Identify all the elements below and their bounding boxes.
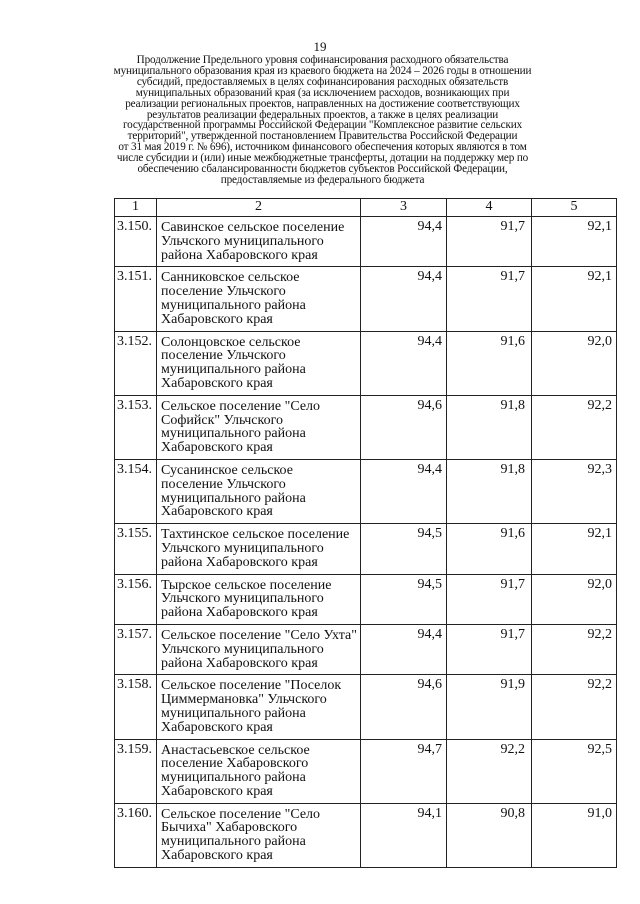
municipality-name: Анастасьевское сельское поселение Хабаровского муниципального района Хабаровского края (157, 739, 361, 803)
column-header: 5 (532, 199, 617, 217)
value-col-3: 94,4 (361, 267, 447, 331)
column-header: 3 (361, 199, 447, 217)
table-row (115, 803, 617, 867)
heading-line: субсидий, предоставляемых в целях софинансирования расходных обязательств (136, 75, 509, 88)
municipality-name: Солонцовское сельское поселение Ульчского муниципального района Хабаровского края (157, 331, 361, 395)
value-col-5: 92,2 (532, 395, 617, 459)
row-number: 3.153. (115, 395, 157, 459)
heading-line: результатов реализации федеральных проектов, а также в целях реализации (146, 108, 499, 121)
municipality-name: Сельское поселение "Село Бычиха" Хабаровского муниципального района Хабаровского края (157, 803, 361, 867)
value-col-4: 91,6 (447, 524, 532, 574)
row-number: 3.151. (115, 267, 157, 331)
table-row (115, 267, 617, 331)
row-number: 3.158. (115, 675, 157, 739)
municipality-name: Тырское сельское поселение Ульчского муниципального района Хабаровского края (157, 574, 361, 624)
value-col-4: 91,7 (447, 624, 532, 674)
table-row (115, 624, 617, 674)
heading-line: государственной программы Российской Федерации "Комплексное развитие сельских (122, 119, 523, 132)
row-number: 3.156. (115, 574, 157, 624)
municipality-name: Сельское поселение "Село Ухта" Ульчского муниципального района Хабаровского края (157, 624, 361, 674)
value-col-5: 92,3 (532, 459, 617, 523)
value-col-3: 94,5 (361, 574, 447, 624)
value-col-5: 92,0 (532, 331, 617, 395)
value-col-3: 94,5 (361, 524, 447, 574)
heading-line: Продолжение Предельного уровня софинансирования расходного обязательства (136, 54, 509, 66)
row-number: 3.155. (115, 524, 157, 574)
value-col-4: 91,7 (447, 574, 532, 624)
heading-line: реализации региональных проектов, направленных на достижение соответствующих (125, 97, 520, 110)
table-row (115, 524, 617, 574)
value-col-4: 91,9 (447, 675, 532, 739)
row-number: 3.152. (115, 331, 157, 395)
row-number: 3.157. (115, 624, 157, 674)
value-col-3: 94,4 (361, 459, 447, 523)
value-col-3: 94,4 (361, 624, 447, 674)
row-number: 3.160. (115, 803, 157, 867)
heading-line: предоставляемые из федерального бюджета (220, 173, 425, 186)
value-col-5: 92,1 (532, 524, 617, 574)
municipality-name: Сельское поселение "Поселок Циммермановка" Ульчского муниципального района Хабаровского края (157, 675, 361, 739)
value-col-4: 90,8 (447, 803, 532, 867)
table-row (115, 459, 617, 523)
value-col-4: 91,8 (447, 459, 532, 523)
table-heading (110, 55, 535, 186)
heading-line: муниципальных образований края (за исключением расходов, возникающих при (135, 86, 510, 99)
value-col-3: 94,4 (361, 217, 447, 267)
value-col-3: 94,7 (361, 739, 447, 803)
heading-line: обеспечению сбалансированности бюджетов субъектов Российской Федерации, (137, 163, 508, 176)
value-col-5: 91,0 (532, 803, 617, 867)
table-row (115, 574, 617, 624)
value-col-3: 94,4 (361, 331, 447, 395)
page-number: 19 (313, 39, 327, 54)
heading-line: от 31 мая 2019 г. № 696), источником финансового обеспечения которых являются в том (118, 141, 527, 154)
value-col-4: 91,6 (447, 331, 532, 395)
value-col-4: 91,7 (447, 267, 532, 331)
municipality-name: Санниковское сельское поселение Ульчского муниципального района Хабаровского края (157, 267, 361, 331)
value-col-3: 94,6 (361, 395, 447, 459)
heading-line: муниципального образования края из краевого бюджета на 2024 – 2026 годы в отношении (113, 64, 532, 77)
value-col-4: 91,8 (447, 395, 532, 459)
value-col-4: 91,7 (447, 217, 532, 267)
value-col-3: 94,1 (361, 803, 447, 867)
table-row (115, 739, 617, 803)
table-row (115, 331, 617, 395)
municipality-name: Тахтинское сельское поселение Ульчского муниципального района Хабаровского края (157, 524, 361, 574)
heading-line: числе субсидии и (или) иные межбюджетные трансферты, дотации на поддержку мер по (116, 152, 529, 165)
value-col-5: 92,2 (532, 624, 617, 674)
value-col-4: 92,2 (447, 739, 532, 803)
column-header: 4 (447, 199, 532, 217)
municipality-name: Савинское сельское поселение Ульчского муниципального района Хабаровского края (157, 217, 361, 267)
value-col-5: 92,0 (532, 574, 617, 624)
table-row (115, 395, 617, 459)
heading-line: территорий", утвержденной постановлением Правительства Российской Федерации (127, 130, 518, 143)
table-row (115, 217, 617, 267)
row-number: 3.154. (115, 459, 157, 523)
column-header: 2 (157, 199, 361, 217)
value-col-5: 92,5 (532, 739, 617, 803)
value-col-5: 92,1 (532, 217, 617, 267)
data-table (114, 198, 617, 868)
table-header-row (115, 199, 617, 217)
row-number: 3.159. (115, 739, 157, 803)
value-col-5: 92,1 (532, 267, 617, 331)
value-col-5: 92,2 (532, 675, 617, 739)
row-number: 3.150. (115, 217, 157, 267)
municipality-name: Сусанинское сельское поселение Ульчского муниципального района Хабаровского края (157, 459, 361, 523)
column-header: 1 (115, 199, 157, 217)
value-col-3: 94,6 (361, 675, 447, 739)
municipality-name: Сельское поселение "Село Софийск" Ульчского муниципального района Хабаровского края (157, 395, 361, 459)
table-row (115, 675, 617, 739)
